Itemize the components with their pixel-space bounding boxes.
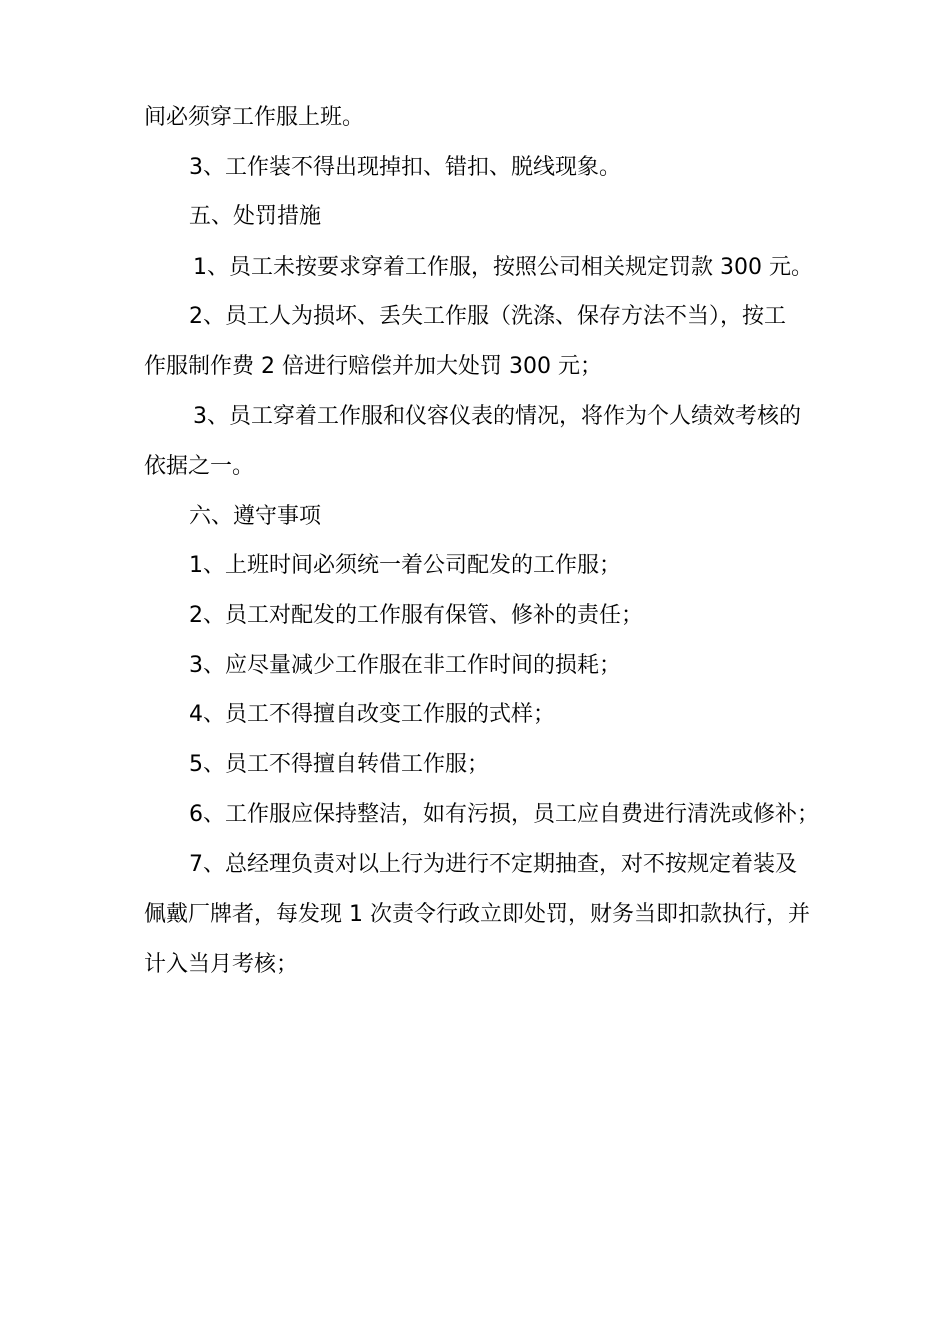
penalty-item-3-cont: 依据之一。: [144, 454, 255, 479]
rule-item-3: 3、应尽量减少工作服在非工作时间的损耗；: [189, 653, 621, 678]
text-line-item-3: 3、工作装不得出现掉扣、错扣、脱线现象。: [189, 155, 621, 180]
rule-item-6: 6、工作服应保持整洁，如有污损，员工应自费进行清洗或修补；: [189, 802, 819, 827]
rule-item-7-cont: 佩戴厂牌者，每发现 1 次责令行政立即处罚，财务当即扣款执行，并: [144, 902, 810, 927]
rule-item-5: 5、员工不得擅自转借工作服；: [189, 752, 489, 777]
penalty-item-2: 2、员工人为损坏、丢失工作服（洗涤、保存方法不当），按工: [189, 304, 786, 329]
penalty-item-1: 1、员工未按要求穿着工作服，按照公司相关规定罚款 300 元。: [193, 255, 813, 280]
rule-item-1: 1、上班时间必须统一着公司配发的工作服；: [189, 553, 621, 578]
penalty-item-2-cont: 作服制作费 2 倍进行赔偿并加大处罚 300 元；: [144, 354, 602, 379]
text-line-continuation: 间必须穿工作服上班。: [144, 105, 365, 130]
rule-item-7: 7、总经理负责对以上行为进行不定期抽查，对不按规定着装及: [189, 852, 797, 877]
section-heading-5: 五、处罚措施: [189, 204, 322, 229]
rule-item-7-cont-2: 计入当月考核；: [144, 952, 299, 977]
rule-item-4: 4、员工不得擅自改变工作服的式样；: [189, 702, 555, 727]
rule-item-2: 2、员工对配发的工作服有保管、修补的责任；: [189, 603, 643, 628]
penalty-item-3: 3、员工穿着工作服和仪容仪表的情况，将作为个人绩效考核的: [193, 404, 801, 429]
section-heading-6: 六、遵守事项: [189, 504, 322, 529]
